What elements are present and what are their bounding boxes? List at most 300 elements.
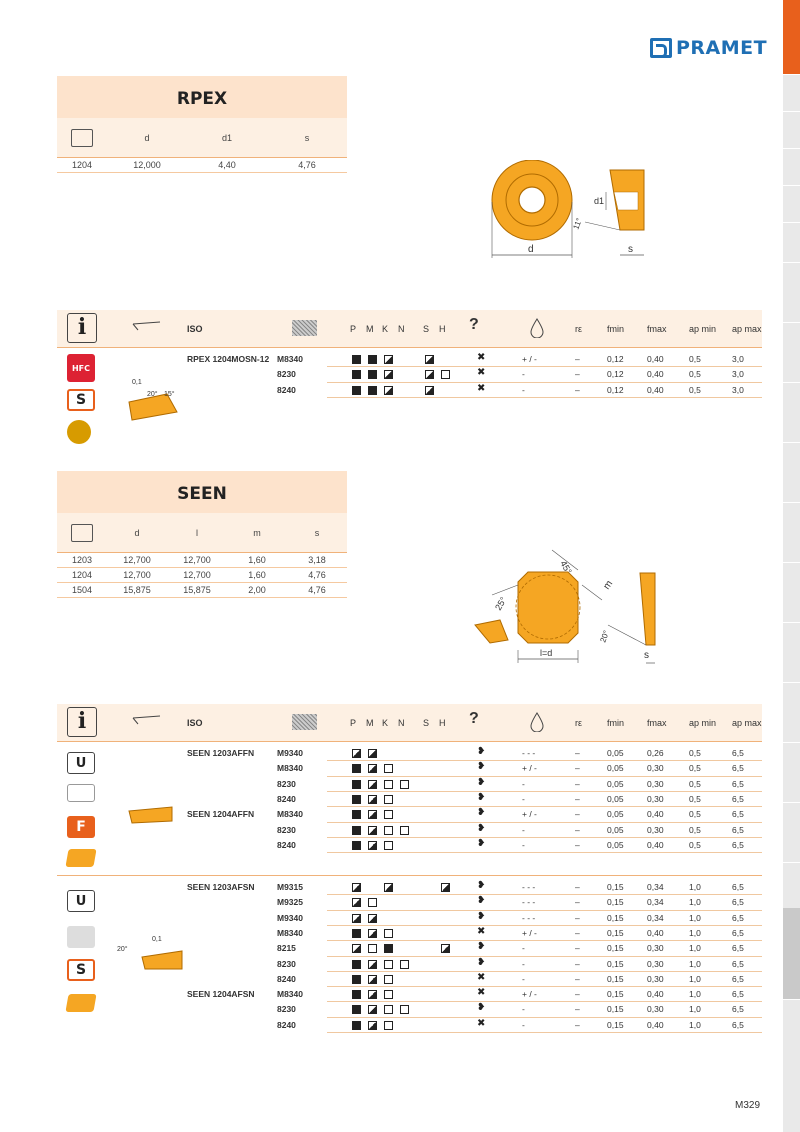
cutting-edge-icon: [132, 714, 162, 728]
table-row: [57, 987, 762, 1002]
round-insert-icon: [67, 420, 91, 444]
grade-suitability-full-icon: [352, 841, 361, 850]
table-row: [57, 880, 762, 895]
grade-code: M8340: [277, 354, 303, 364]
chipbreaker-recommendation-icon: ❥: [477, 837, 486, 849]
apmax-value: 6,5: [732, 824, 744, 835]
grade-code: 8215: [277, 943, 296, 954]
apmax-value: 6,5: [732, 763, 744, 774]
grade-suitability-empty-icon: [384, 810, 393, 819]
apmax-value: 3,0: [732, 384, 744, 395]
apmax-header: ap max: [732, 324, 762, 334]
grade-suitability-full-icon: [368, 386, 377, 395]
grade-suitability-half-icon: [368, 764, 377, 773]
table-row: [57, 777, 762, 792]
chipbreaker-recommendation-icon: ✖: [477, 382, 486, 394]
grade-suitability-empty-icon: [384, 764, 393, 773]
grade-suitability-full-icon: [368, 370, 377, 379]
coolant-value: -: [522, 973, 525, 984]
seen-dimension-table: [57, 471, 347, 598]
grade-suitability-empty-icon: [384, 795, 393, 804]
row-divider: [327, 1032, 762, 1033]
grade-suitability-half-icon: [368, 975, 377, 984]
apmin-value: 0,5: [689, 778, 701, 789]
fmin-value: 0,15: [607, 897, 624, 908]
chapter-tab[interactable]: [783, 223, 800, 263]
fmax-value: 0,40: [647, 354, 664, 364]
fmin-value: 0,15: [607, 943, 624, 954]
seen-table-header: [57, 513, 347, 553]
material-n-header: N: [398, 718, 405, 728]
grade-suitability-full-icon: [352, 990, 361, 999]
chapter-tab[interactable]: [783, 149, 800, 186]
rc-value: –: [575, 912, 580, 923]
rc-header: rε: [575, 324, 583, 334]
rc-value: –: [575, 369, 580, 380]
coolant-value: -: [522, 793, 525, 804]
pramet-logo-icon: [650, 38, 672, 58]
chapter-tab[interactable]: [783, 563, 800, 623]
apmin-value: 0,5: [689, 824, 701, 835]
chipbreaker-recommendation-icon: ✖: [477, 925, 486, 937]
fmin-value: 0,15: [607, 927, 624, 938]
col-header: d: [144, 132, 150, 143]
u-application-icon: U: [67, 890, 95, 912]
apmin-value: 0,5: [689, 839, 701, 850]
grade-texture-icon: [292, 320, 317, 336]
col-header: m: [253, 527, 261, 538]
chipbreaker-recommendation-icon: ❥: [477, 1002, 486, 1014]
col-header: l: [196, 527, 198, 538]
grade-code: 8230: [277, 778, 296, 789]
table-row: [57, 1002, 762, 1017]
chipbreaker-recommendation-icon: ❥: [477, 910, 486, 922]
grade-suitability-empty-icon: [384, 929, 393, 938]
fmax-value: 0,34: [647, 882, 664, 892]
grade-suitability-empty-icon: [384, 960, 393, 969]
apmax-value: 6,5: [732, 778, 744, 789]
table-row: 1203 12,700 12,700 1,60 3,18: [57, 553, 347, 568]
chapter-tab[interactable]: [783, 323, 800, 383]
chipbreaker-recommendation-icon: ✖: [477, 987, 486, 999]
fmax-value: 0,40: [647, 989, 664, 1000]
apmin-value: 0,5: [689, 763, 701, 774]
apmax-value: 6,5: [732, 958, 744, 969]
table-row: 1204 12,700 12,700 1,60 4,76: [57, 568, 347, 583]
grade-code: 8240: [277, 1019, 296, 1030]
apmin-value: 0,5: [689, 384, 701, 395]
fmax-value: 0,34: [647, 897, 664, 908]
grade-suitability-full-icon: [352, 780, 361, 789]
s-application-icon: S: [67, 389, 95, 411]
rc-header: rε: [575, 718, 583, 728]
grade-suitability-half-icon: [441, 883, 450, 892]
fmin-value: 0,05: [607, 763, 624, 774]
chapter-tab[interactable]: [783, 443, 800, 503]
grade-suitability-empty-icon: [400, 1005, 409, 1014]
grade-code: M9340: [277, 912, 303, 923]
dim-d-label: d: [528, 244, 534, 255]
pramet-logo: [650, 37, 767, 59]
apmin-value: 1,0: [689, 897, 701, 908]
fmax-value: 0,30: [647, 1004, 664, 1015]
apmax-value: 3,0: [732, 354, 744, 364]
grade-code: 8240: [277, 839, 296, 850]
apmax-value: 6,5: [732, 882, 744, 892]
seen-grade-table: [57, 704, 762, 1034]
insert-shape-icon: [71, 524, 93, 542]
rc-value: –: [575, 763, 580, 774]
fmin-header: fmin: [607, 718, 625, 728]
coolant-value: -: [522, 943, 525, 954]
grade-suitability-half-icon: [425, 386, 434, 395]
s-application-icon: S: [67, 959, 95, 981]
grade-suitability-full-icon: [368, 355, 377, 364]
apmax-header: ap max: [732, 718, 762, 728]
rc-value: –: [575, 839, 580, 850]
grade-suitability-half-icon: [368, 1021, 377, 1030]
grade-code: 8230: [277, 824, 296, 835]
fmin-value: 0,05: [607, 748, 624, 758]
info-icon[interactable]: i: [67, 313, 97, 343]
seen-insert-small-icon: [127, 799, 177, 831]
apmin-value: 1,0: [689, 958, 701, 969]
apmin-value: 1,0: [689, 1019, 701, 1030]
chapter-tab-current[interactable]: [783, 908, 800, 1000]
page-number: M329: [735, 1100, 761, 1111]
dim-m-label: m: [601, 578, 616, 592]
chapter-tab[interactable]: [783, 503, 800, 563]
angle-label: 20°: [147, 391, 158, 398]
fmin-value: 0,05: [607, 809, 624, 820]
grade-suitability-full-icon: [352, 810, 361, 819]
square-insert-icon: [65, 849, 96, 867]
dim-angle-label: 11°: [571, 216, 584, 231]
rc-value: –: [575, 824, 580, 835]
coolant-value: -: [522, 369, 525, 380]
fmax-value: 0,26: [647, 748, 664, 758]
fmin-value: 0,15: [607, 1004, 624, 1015]
rc-value: –: [575, 384, 580, 395]
coolant-value: + / -: [522, 927, 537, 938]
fmin-value: 0,12: [607, 384, 624, 395]
fmax-value: 0,40: [647, 809, 664, 820]
chipbreaker-recommendation-icon: ❥: [477, 746, 486, 757]
fmin-value: 0,05: [607, 778, 624, 789]
table-row: [57, 911, 762, 926]
fmax-value: 0,30: [647, 778, 664, 789]
dim-s-label: s: [628, 244, 633, 255]
coolant-value: -: [522, 384, 525, 395]
rc-value: –: [575, 943, 580, 954]
grade-suitability-full-icon: [352, 1021, 361, 1030]
chipbreaker-recommendation-icon: ❥: [477, 822, 486, 834]
grade-code: M9315: [277, 882, 303, 892]
chapter-tab[interactable]: [783, 112, 800, 149]
apmax-value: 6,5: [732, 897, 744, 908]
apmax-value: 6,5: [732, 809, 744, 820]
apmin-value: 0,5: [689, 369, 701, 380]
coolant-value: -: [522, 824, 525, 835]
iso-code: RPEX 1204MOSN-12: [187, 354, 270, 364]
rc-value: –: [575, 882, 580, 892]
coolant-drop-icon: [530, 318, 544, 340]
fmin-value: 0,15: [607, 958, 624, 969]
rpex-title: RPEX: [57, 76, 347, 118]
fmax-value: 0,40: [647, 1019, 664, 1030]
chipbreaker-recommendation-icon: ❥: [477, 776, 486, 788]
material-k-header: K: [382, 324, 389, 334]
info-icon[interactable]: i: [67, 707, 97, 737]
section-divider: [57, 875, 762, 876]
grade-suitability-empty-icon: [368, 898, 377, 907]
coolant-value: + / -: [522, 763, 537, 774]
table-row: [57, 838, 762, 853]
chipbreaker-recommendation-icon: ❥: [477, 895, 486, 907]
grade-code: M8340: [277, 989, 303, 1000]
table-row: [57, 895, 762, 910]
dim-20-label: 20°: [598, 629, 612, 644]
apmax-value: 6,5: [732, 793, 744, 804]
grade-suitability-empty-icon: [384, 975, 393, 984]
coolant-value: -: [522, 1019, 525, 1030]
chipbreaker-recommendation-icon: ❥: [477, 791, 486, 803]
chapter-tab[interactable]: [783, 623, 800, 683]
chapter-tab-active[interactable]: [783, 0, 800, 75]
apmax-value: 6,5: [732, 943, 744, 954]
rc-value: –: [575, 897, 580, 908]
coolant-value: - - -: [522, 912, 536, 923]
material-p-header: P: [350, 324, 357, 334]
grade-suitability-empty-icon: [400, 960, 409, 969]
table-row: 1504 15,875 15,875 2,00 4,76: [57, 583, 347, 598]
fmax-value: 0,30: [647, 793, 664, 804]
coolant-value: - - -: [522, 748, 536, 758]
grade-suitability-half-icon: [368, 826, 377, 835]
coolant-drop-icon: [530, 712, 544, 734]
grade-code: 8240: [277, 793, 296, 804]
f-application-icon: F: [67, 816, 95, 838]
material-m-header: M: [366, 324, 374, 334]
iso-code: SEEN 1204AFFN: [187, 809, 255, 820]
grade-code: 8240: [277, 973, 296, 984]
apmax-value: 3,0: [732, 369, 744, 380]
dim-ld-label: l=d: [540, 648, 553, 658]
grade-suitability-empty-icon: [384, 1005, 393, 1014]
grade-suitability-half-icon: [368, 1005, 377, 1014]
chapter-tab[interactable]: [783, 263, 800, 323]
grade-code: 8230: [277, 1004, 296, 1015]
grade-code: M9325: [277, 897, 303, 908]
grade-suitability-half-icon: [368, 841, 377, 850]
grade-suitability-full-icon: [352, 795, 361, 804]
row-divider: [327, 852, 762, 853]
grade-suitability-half-icon: [352, 944, 361, 953]
grade-suitability-half-icon: [368, 990, 377, 999]
grade-suitability-empty-icon: [384, 826, 393, 835]
grade-suitability-empty-icon: [400, 780, 409, 789]
grade-suitability-empty-icon: [384, 990, 393, 999]
chipbreaker-recommendation-icon: ❥: [477, 761, 486, 773]
material-h-header: H: [439, 324, 446, 334]
material-p-header: P: [350, 718, 357, 728]
rc-value: –: [575, 989, 580, 1000]
dim-d1-label: d1: [594, 196, 605, 206]
fmax-value: 0,40: [647, 839, 664, 850]
rpex-edge-diagram: [127, 372, 187, 424]
fmax-header: fmax: [647, 324, 667, 334]
grade-suitability-full-icon: [352, 960, 361, 969]
grade-suitability-half-icon: [384, 883, 393, 892]
apmin-value: 1,0: [689, 912, 701, 923]
apmin-value: 1,0: [689, 1004, 701, 1015]
grade-suitability-full-icon: [352, 764, 361, 773]
chipbreaker-recommendation-icon: ❥: [477, 807, 486, 819]
chapter-tab[interactable]: [783, 186, 800, 223]
svg-text:20°: 20°: [117, 946, 128, 953]
rc-value: –: [575, 748, 580, 758]
apmax-value: 6,5: [732, 927, 744, 938]
fmax-value: 0,40: [647, 384, 664, 395]
fmin-value: 0,12: [607, 354, 624, 364]
apmin-value: 1,0: [689, 943, 701, 954]
grade-suitability-full-icon: [384, 944, 393, 953]
chipbreaker-recommendation-icon: ✖: [477, 971, 486, 983]
apmin-value: 0,5: [689, 809, 701, 820]
fmin-value: 0,15: [607, 1019, 624, 1030]
fmin-value: 0,05: [607, 824, 624, 835]
grade-suitability-half-icon: [368, 914, 377, 923]
apmax-value: 6,5: [732, 839, 744, 850]
fmax-value: 0,40: [647, 369, 664, 380]
apmin-header: ap min: [689, 324, 717, 334]
apmax-value: 6,5: [732, 748, 744, 758]
rc-value: –: [575, 973, 580, 984]
rpex-table-header: [57, 118, 347, 158]
coolant-value: + / -: [522, 989, 537, 1000]
coolant-value: - - -: [522, 897, 536, 908]
dim-45-label: 45°: [558, 559, 574, 576]
rc-value: –: [575, 354, 580, 364]
chapter-tab[interactable]: [783, 803, 800, 863]
chapter-tab[interactable]: [783, 683, 800, 743]
table-row: [57, 746, 762, 761]
table-row: 1204 12,000 4,40 4,76: [57, 158, 347, 173]
chapter-tab[interactable]: [783, 383, 800, 443]
chipbreaker-recommendation-icon: ❥: [477, 956, 486, 968]
grade-suitability-half-icon: [441, 944, 450, 953]
coolant-value: -: [522, 958, 525, 969]
grade-suitability-full-icon: [352, 929, 361, 938]
rc-value: –: [575, 778, 580, 789]
chapter-tab[interactable]: [783, 743, 800, 803]
grade-suitability-half-icon: [368, 795, 377, 804]
grade-suitability-empty-icon: [384, 841, 393, 850]
apmin-value: 1,0: [689, 989, 701, 1000]
grade-suitability-half-icon: [368, 929, 377, 938]
fmax-value: 0,30: [647, 943, 664, 954]
table-row: [57, 1018, 762, 1033]
grade-suitability-half-icon: [384, 370, 393, 379]
fmin-value: 0,05: [607, 793, 624, 804]
chipbreaker-recommendation-icon: ✖: [477, 352, 486, 363]
apmin-value: 0,5: [689, 354, 701, 364]
apmin-value: 0,5: [689, 748, 701, 758]
grade-suitability-empty-icon: [368, 944, 377, 953]
material-s-header: S: [423, 718, 430, 728]
grade-code: M8340: [277, 763, 303, 774]
grade-suitability-empty-icon: [384, 780, 393, 789]
seen-title: SEEN: [57, 471, 347, 513]
apmax-value: 6,5: [732, 989, 744, 1000]
grade-suitability-full-icon: [352, 370, 361, 379]
grade-suitability-empty-icon: [400, 826, 409, 835]
grade-code: 8240: [277, 384, 296, 395]
svg-text:0,1: 0,1: [152, 936, 162, 943]
grade-code: M8340: [277, 927, 303, 938]
col-header: s: [314, 527, 320, 538]
material-k-header: K: [382, 718, 389, 728]
fmin-value: 0,12: [607, 369, 624, 380]
depth-icon: [67, 784, 95, 802]
angle-label: 15°: [164, 391, 175, 398]
grade-suitability-half-icon: [425, 370, 434, 379]
grade-code: M9340: [277, 748, 303, 758]
fmax-value: 0,30: [647, 763, 664, 774]
rc-value: –: [575, 1004, 580, 1015]
chipbreaker-question-icon: ?: [469, 316, 479, 333]
chapter-tab[interactable]: [783, 75, 800, 112]
grade-suitability-full-icon: [352, 975, 361, 984]
grade-suitability-full-icon: [352, 826, 361, 835]
apmax-value: 6,5: [732, 973, 744, 984]
grade-suitability-half-icon: [352, 914, 361, 923]
chipbreaker-recommendation-icon: ❥: [477, 880, 486, 891]
col-header: d: [134, 527, 140, 538]
iso-header: ISO: [187, 718, 203, 728]
iso-code: SEEN 1203AFSN: [187, 882, 255, 892]
grade-suitability-half-icon: [352, 898, 361, 907]
coolant-value: -: [522, 778, 525, 789]
apmin-value: 1,0: [689, 927, 701, 938]
apmax-value: 6,5: [732, 1019, 744, 1030]
fmin-value: 0,15: [607, 989, 624, 1000]
coolant-value: -: [522, 1004, 525, 1015]
hfc-icon: HFC: [67, 354, 95, 382]
rc-value: –: [575, 958, 580, 969]
rc-value: –: [575, 809, 580, 820]
apmin-value: 0,5: [689, 793, 701, 804]
grade-suitability-full-icon: [352, 355, 361, 364]
fmax-value: 0,34: [647, 912, 664, 923]
apmin-value: 1,0: [689, 882, 701, 892]
grade-code: 8230: [277, 369, 296, 380]
material-s-header: S: [423, 324, 430, 334]
insert-shape-icon: [71, 129, 93, 147]
fmin-header: fmin: [607, 324, 625, 334]
chipbreaker-question-icon: ?: [469, 710, 479, 727]
coolant-value: + / -: [522, 354, 537, 364]
row-divider: [327, 397, 762, 398]
grade-table-header: [57, 704, 762, 742]
apmax-value: 6,5: [732, 1004, 744, 1015]
col-header: d1: [221, 132, 232, 143]
material-n-header: N: [398, 324, 405, 334]
rpex-insert-diagram: [490, 160, 665, 265]
table-row: [57, 352, 762, 367]
fmin-value: 0,15: [607, 912, 624, 923]
fmax-header: fmax: [647, 718, 667, 728]
